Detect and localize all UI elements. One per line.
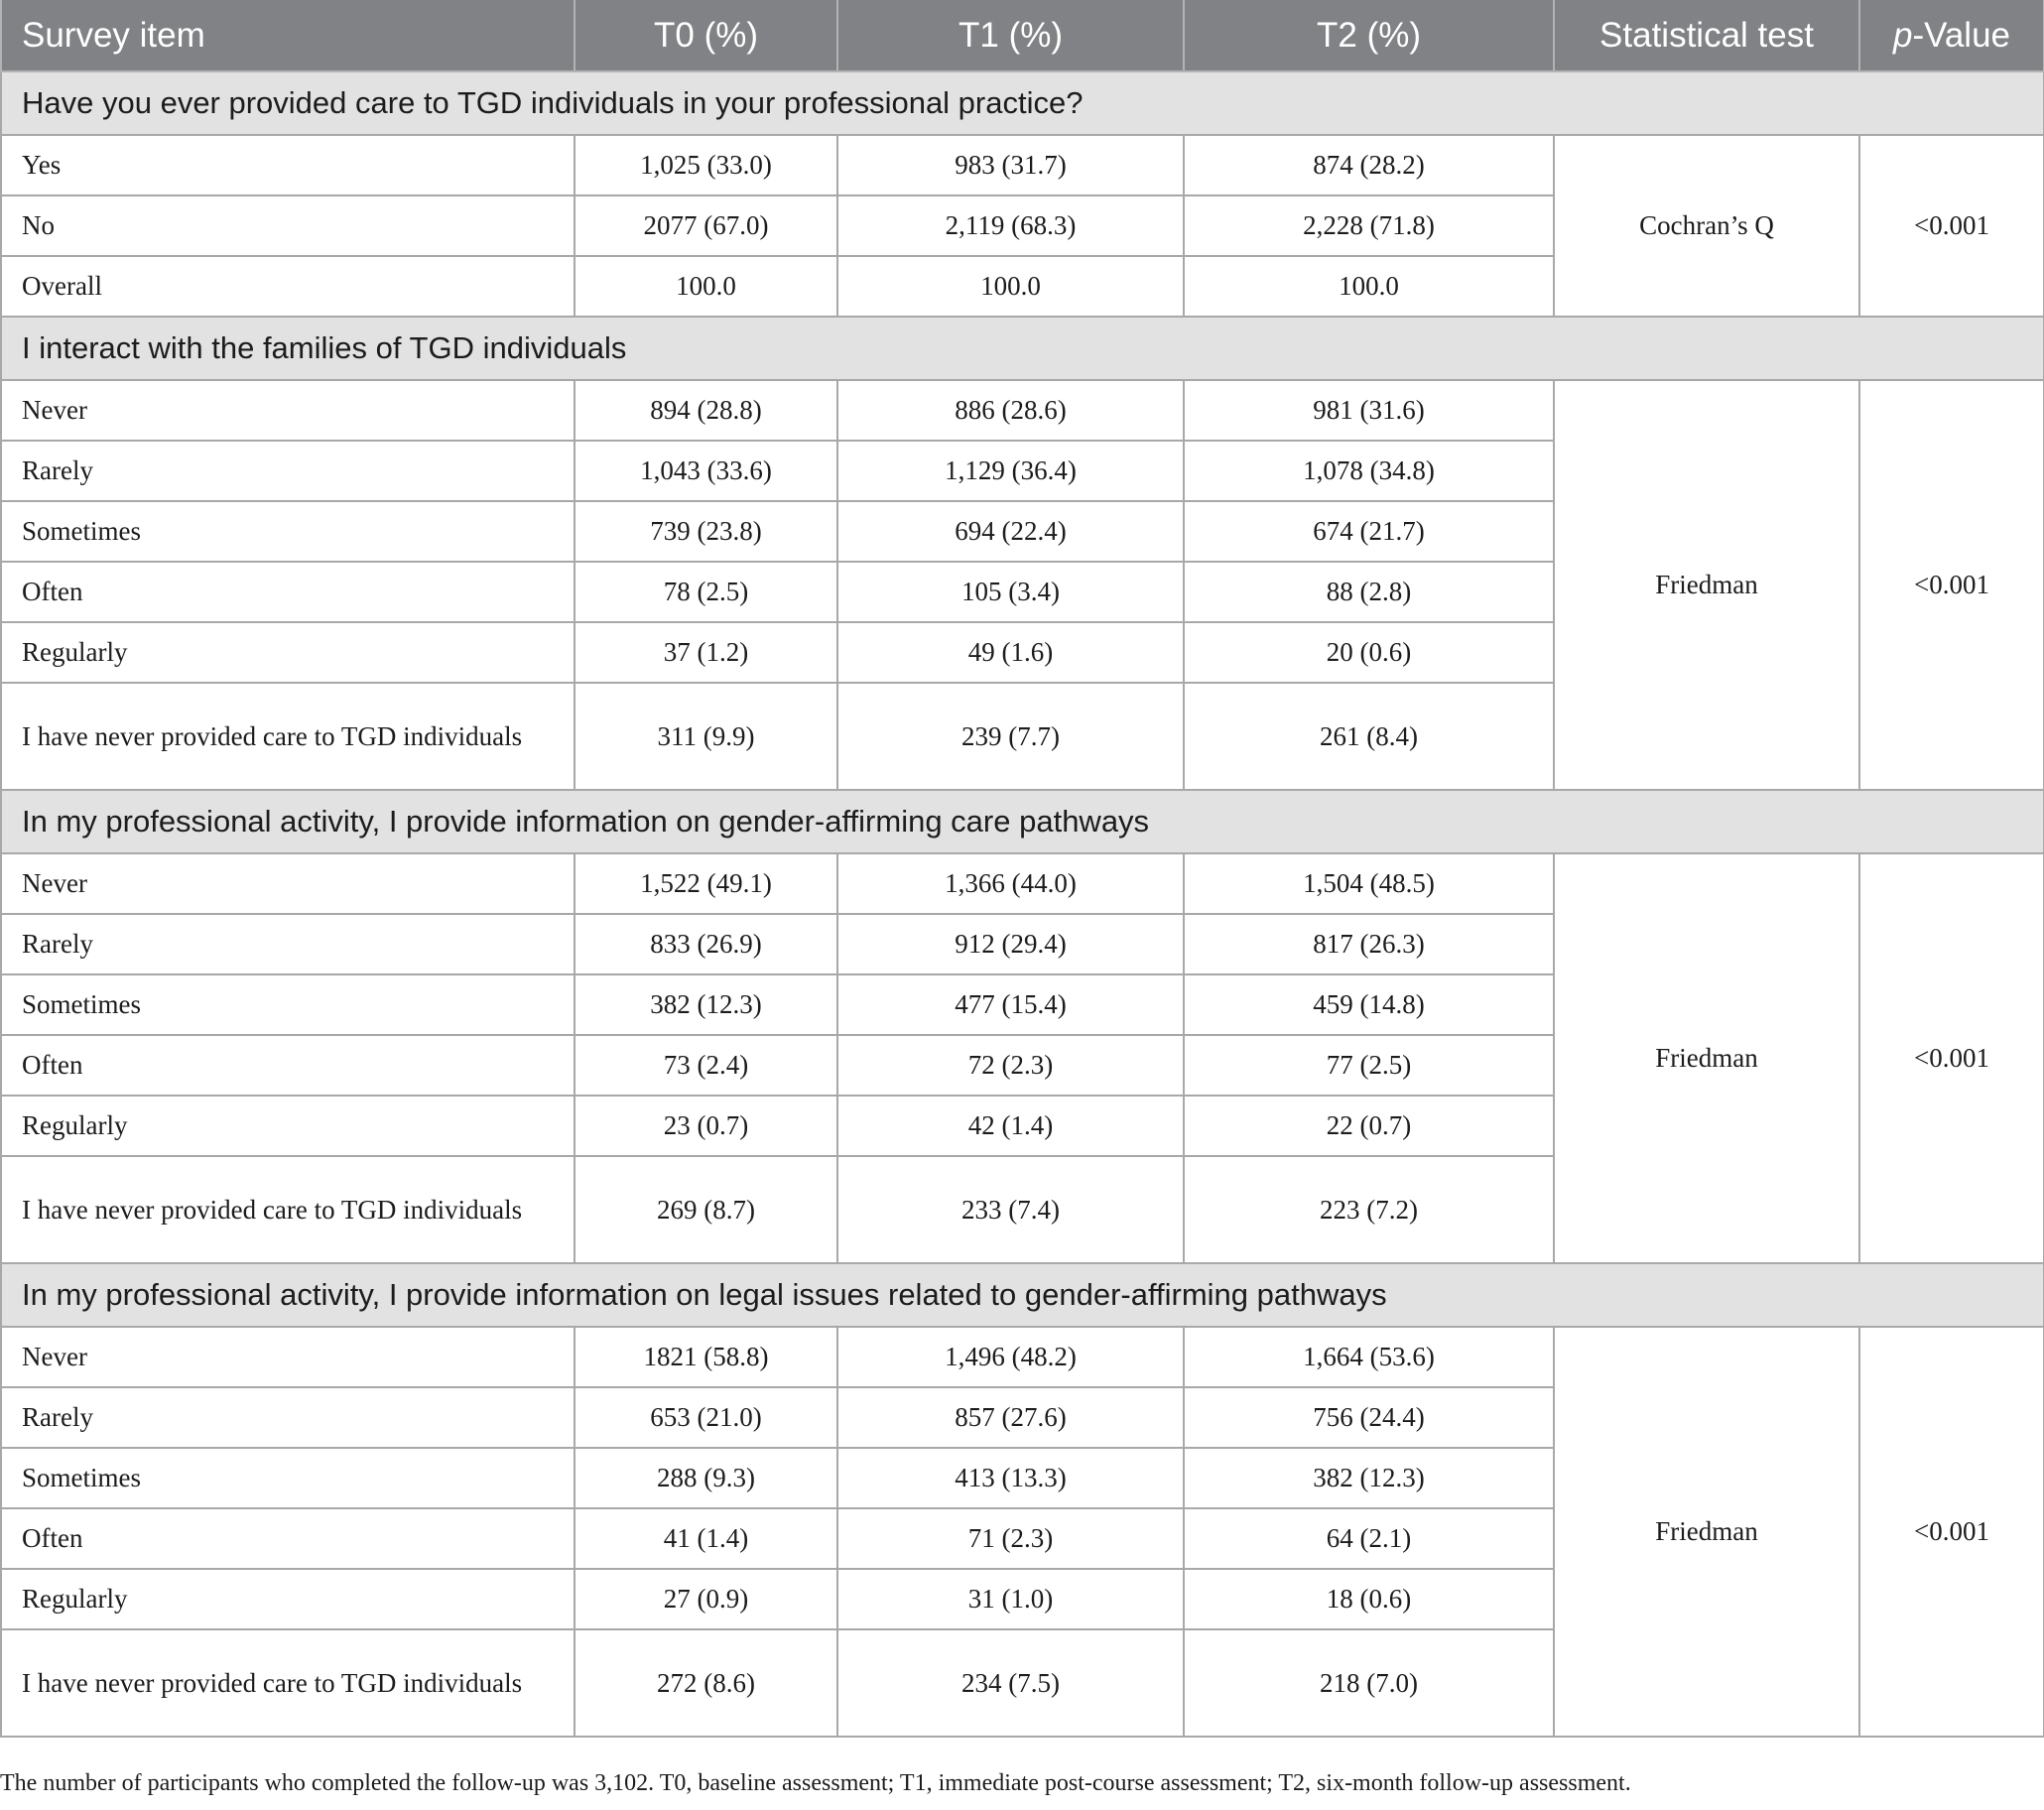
cell-t0: 78 (2.5) (575, 562, 837, 622)
cell-t2: 674 (21.7) (1184, 501, 1554, 562)
cell-t0: 27 (0.9) (575, 1569, 837, 1629)
table-row (1, 135, 2044, 195)
cell-t0: 1,043 (33.6) (575, 441, 837, 501)
cell-t1: 71 (2.3) (837, 1508, 1184, 1569)
row-label: Sometimes (1, 974, 575, 1035)
cell-t2: 2,228 (71.8) (1184, 195, 1554, 256)
cell-t1: 1,366 (44.0) (837, 853, 1184, 914)
cell-t0: 1,025 (33.0) (575, 135, 837, 195)
row-label: Never (1, 380, 575, 441)
cell-t2: 22 (0.7) (1184, 1096, 1554, 1156)
cell-t0: 272 (8.6) (575, 1629, 837, 1737)
row-label: Often (1, 1035, 575, 1096)
row-label: Rarely (1, 1387, 575, 1448)
header-survey-item: Survey item (1, 0, 575, 71)
cell-t0: 739 (23.8) (575, 501, 837, 562)
p-value-cell: <0.001 (1859, 135, 2044, 317)
section-title: In my professional activity, I provide information on gender-affirming care pathways (1, 790, 2044, 853)
row-label: Rarely (1, 914, 575, 974)
p-value-cell: <0.001 (1859, 1327, 2044, 1737)
row-label: Regularly (1, 1096, 575, 1156)
cell-t2: 459 (14.8) (1184, 974, 1554, 1035)
section-row (1, 1263, 2044, 1327)
table-body (1, 71, 2044, 1737)
section-title: I interact with the families of TGD individuals (1, 317, 2044, 380)
cell-t1: 31 (1.0) (837, 1569, 1184, 1629)
cell-t1: 1,129 (36.4) (837, 441, 1184, 501)
cell-t2: 20 (0.6) (1184, 622, 1554, 683)
cell-t1: 49 (1.6) (837, 622, 1184, 683)
cell-t1: 413 (13.3) (837, 1448, 1184, 1508)
cell-t1: 2,119 (68.3) (837, 195, 1184, 256)
cell-t1: 105 (3.4) (837, 562, 1184, 622)
table-footnote: The number of participants who completed the follow-up was 3,102. T0, baseline assessment; T1, immediate post-course assessment; T2, six-month follow-up assessment. (0, 1770, 1631, 1796)
cell-t2: 100.0 (1184, 256, 1554, 317)
cell-t2: 874 (28.2) (1184, 135, 1554, 195)
statistical-test-cell: Friedman (1554, 380, 1859, 790)
cell-t2: 77 (2.5) (1184, 1035, 1554, 1096)
header-t2: T2 (%) (1184, 0, 1554, 71)
row-label: Often (1, 562, 575, 622)
cell-t1: 912 (29.4) (837, 914, 1184, 974)
cell-t1: 42 (1.4) (837, 1096, 1184, 1156)
cell-t2: 18 (0.6) (1184, 1569, 1554, 1629)
cell-t2: 981 (31.6) (1184, 380, 1554, 441)
section-row (1, 790, 2044, 853)
cell-t0: 1,522 (49.1) (575, 853, 837, 914)
cell-t1: 694 (22.4) (837, 501, 1184, 562)
cell-t1: 477 (15.4) (837, 974, 1184, 1035)
cell-t0: 1821 (58.8) (575, 1327, 837, 1387)
table-row (1, 380, 2044, 441)
statistical-test-cell: Cochran’s Q (1554, 135, 1859, 317)
cell-t2: 64 (2.1) (1184, 1508, 1554, 1569)
row-label: Regularly (1, 622, 575, 683)
cell-t0: 653 (21.0) (575, 1387, 837, 1448)
cell-t2: 382 (12.3) (1184, 1448, 1554, 1508)
cell-t2: 1,504 (48.5) (1184, 853, 1554, 914)
row-label: Often (1, 1508, 575, 1569)
statistical-test-cell: Friedman (1554, 853, 1859, 1263)
p-italic: p (1892, 15, 1913, 55)
cell-t0: 269 (8.7) (575, 1156, 837, 1263)
row-label: I have never provided care to TGD individuals (1, 1156, 575, 1263)
cell-t2: 88 (2.8) (1184, 562, 1554, 622)
table-row (1, 1327, 2044, 1387)
header-statistical-test: Statistical test (1554, 0, 1859, 71)
header-row (1, 0, 2044, 71)
cell-t2: 817 (26.3) (1184, 914, 1554, 974)
cell-t2: 218 (7.0) (1184, 1629, 1554, 1737)
row-label: Sometimes (1, 1448, 575, 1508)
cell-t1: 100.0 (837, 256, 1184, 317)
cell-t0: 382 (12.3) (575, 974, 837, 1035)
row-label: Rarely (1, 441, 575, 501)
section-title: Have you ever provided care to TGD individuals in your professional practice? (1, 71, 2044, 135)
row-label: I have never provided care to TGD individuals (1, 683, 575, 790)
cell-t1: 857 (27.6) (837, 1387, 1184, 1448)
row-label: Never (1, 853, 575, 914)
row-label: Never (1, 1327, 575, 1387)
cell-t2: 1,664 (53.6) (1184, 1327, 1554, 1387)
section-title: In my professional activity, I provide information on legal issues related to gender-affirming pathways (1, 1263, 2044, 1327)
cell-t2: 756 (24.4) (1184, 1387, 1554, 1448)
cell-t1: 239 (7.7) (837, 683, 1184, 790)
cell-t2: 223 (7.2) (1184, 1156, 1554, 1263)
cell-t0: 288 (9.3) (575, 1448, 837, 1508)
statistical-test-cell: Friedman (1554, 1327, 1859, 1737)
section-row (1, 317, 2044, 380)
cell-t1: 72 (2.3) (837, 1035, 1184, 1096)
p-value-cell: <0.001 (1859, 853, 2044, 1263)
cell-t2: 261 (8.4) (1184, 683, 1554, 790)
cell-t0: 73 (2.4) (575, 1035, 837, 1096)
p-value-cell: <0.001 (1859, 380, 2044, 790)
header-p-value (1859, 0, 2044, 71)
cell-t1: 233 (7.4) (837, 1156, 1184, 1263)
cell-t1: 1,496 (48.2) (837, 1327, 1184, 1387)
cell-t0: 833 (26.9) (575, 914, 837, 974)
cell-t0: 894 (28.8) (575, 380, 837, 441)
cell-t0: 2077 (67.0) (575, 195, 837, 256)
cell-t1: 886 (28.6) (837, 380, 1184, 441)
row-label: Overall (1, 256, 575, 317)
cell-t1: 983 (31.7) (837, 135, 1184, 195)
cell-t0: 23 (0.7) (575, 1096, 837, 1156)
row-label: Yes (1, 135, 575, 195)
header-t1: T1 (%) (837, 0, 1184, 71)
cell-t2: 1,078 (34.8) (1184, 441, 1554, 501)
header-t0: T0 (%) (575, 0, 837, 71)
cell-t0: 41 (1.4) (575, 1508, 837, 1569)
row-label: Sometimes (1, 501, 575, 562)
section-row (1, 71, 2044, 135)
cell-t0: 100.0 (575, 256, 837, 317)
cell-t1: 234 (7.5) (837, 1629, 1184, 1737)
p-suffix: -Value (1912, 15, 2011, 55)
cell-t0: 37 (1.2) (575, 622, 837, 683)
table-row (1, 853, 2044, 914)
row-label: I have never provided care to TGD individuals (1, 1629, 575, 1737)
cell-t0: 311 (9.9) (575, 683, 837, 790)
row-label: No (1, 195, 575, 256)
row-label: Regularly (1, 1569, 575, 1629)
